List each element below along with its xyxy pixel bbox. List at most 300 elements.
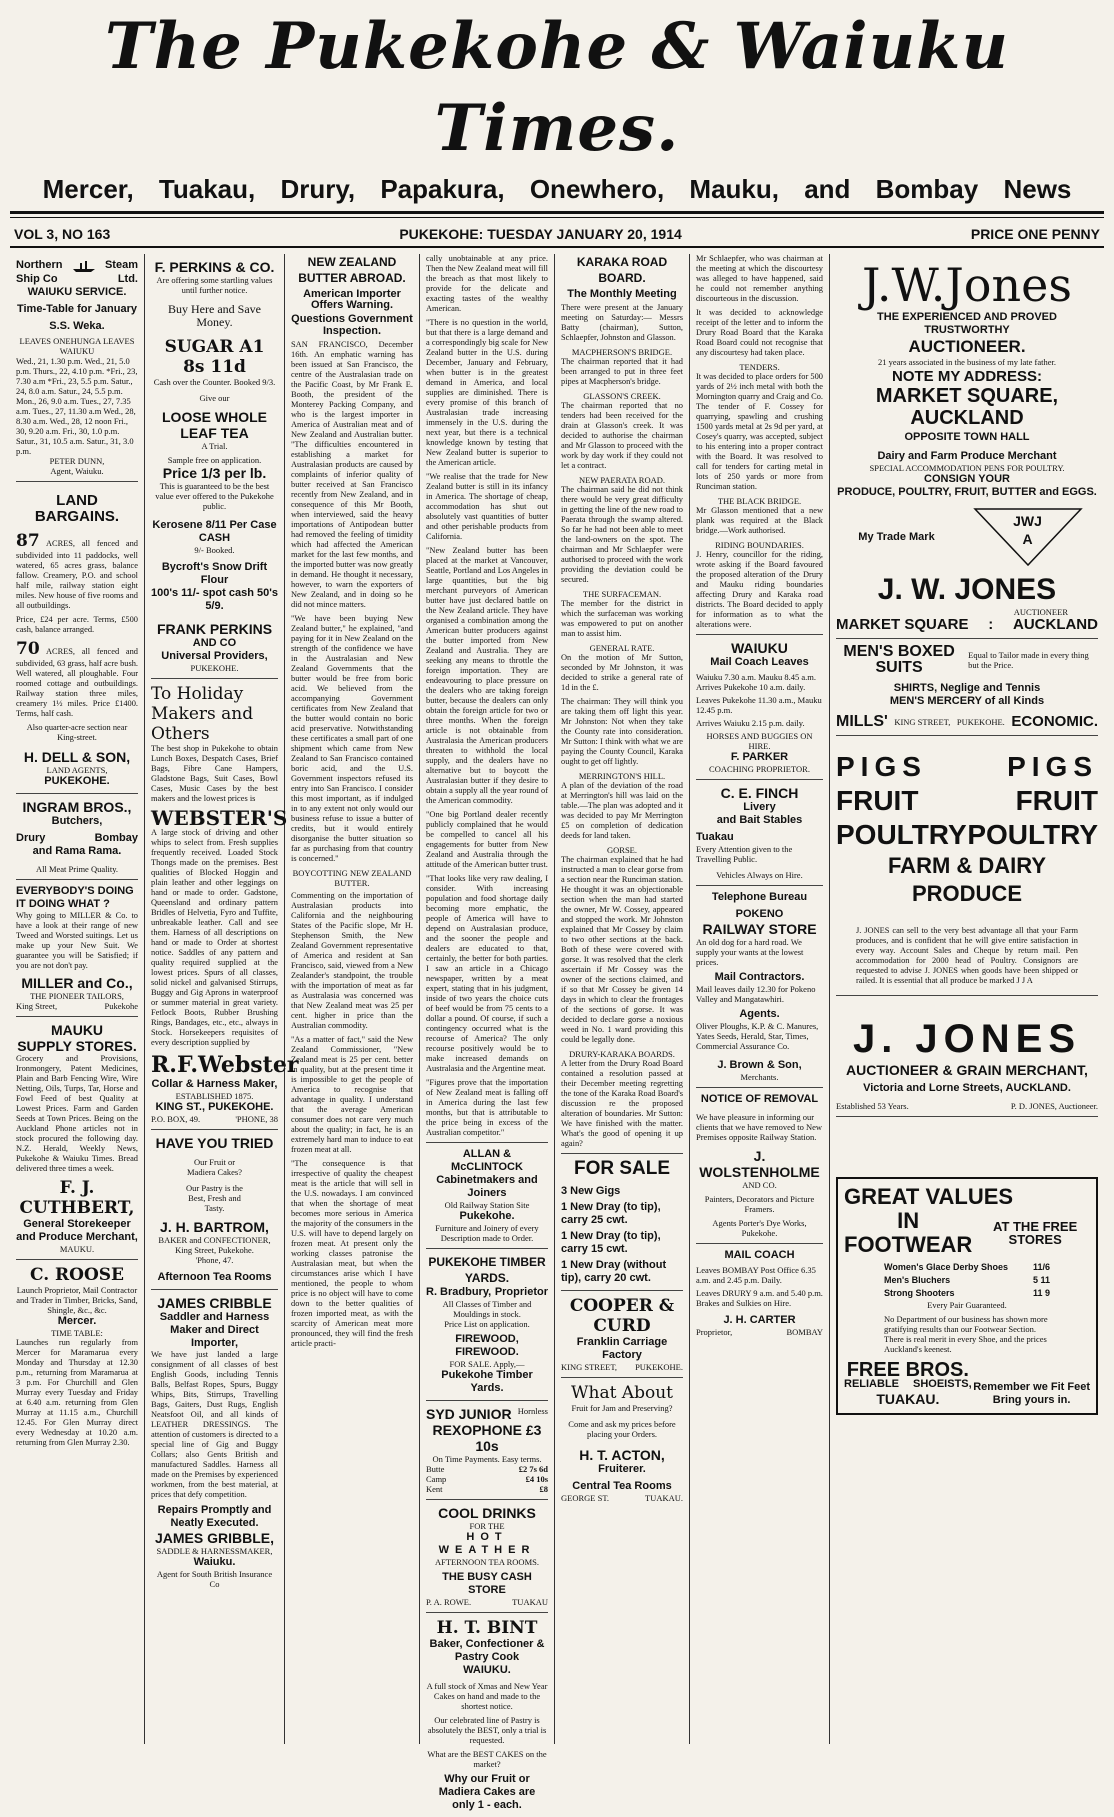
jones-text: J. JONES can sell to the very best advantage all that your Farm produces, and is confident that he will give entire satisfaction in every way. Account Sales and Cheque by return mail. Pen accommodation for 2000 head of Poultry. Consignors are requested to advise J. JONES when goods have been shipped or railed. It is essential that all produce be marked J J A (856, 926, 1078, 985)
karaka-text-3: The chairman reported that no tenders had been received for the drain at Glasson's creek. It was decided to authorise the chairman and Mr Glasson to proceed with the work by day work if they could not let a contract. (561, 401, 683, 471)
gribble-town: Waiuku. (193, 1556, 236, 1568)
tea-heading: LOOSE WHOLE LEAF TEA (162, 409, 267, 441)
surface-heading: THE SURFACEMAN. (582, 589, 662, 600)
pigs-right: PIGS (1007, 751, 1098, 782)
sale-4: 1 New Dray (without tip), carry 20 cwt. (561, 1259, 667, 1285)
bint-town: WAIUKU. (463, 1664, 511, 1676)
land1-text: ACRES, all fenced and subdivided into 11 paddocks, well watered, 65 acres grass, balance fallow. Creamery, P.O. and school half mile, railway station eight miles. New house of five rooms and all outbuildings. (16, 539, 138, 610)
mills-name: MILLS' (836, 713, 888, 730)
bartrom-name: J. H. BARTROM, (160, 1219, 269, 1235)
ingram-b: Bombay (94, 832, 138, 844)
shoeists: SHOEISTS, (913, 1378, 972, 1390)
mercer-text: Launches run regularly from Mercer for Maramarua every Monday and Thursday at 12.30 p.m., returning from Maramarua at 3 p.m. For Churchill and Glen Murray every Tuesday and Friday at 6.40 a.m. returning from Glen Murray at 11.15 a.m., Churchill 12.45. For Glen Murray direct every Wednesday at 10.20 a.m. returning from Glen Murray 2.30. (16, 1338, 138, 1447)
karaka-cont-4: Mr Glasson mentioned that a new plank was required at the Black bridge.—Work authorised. (696, 506, 823, 535)
bint-role: Baker, Confectioner & Pastry Cook (429, 1638, 545, 1663)
mills-town: PUKEKOHE. (956, 717, 1005, 727)
jones-years: 21 years associated in the business of my late father. (878, 357, 1056, 367)
miller-name: MILLER and Co., (21, 975, 133, 991)
busy-owner: P. A. ROWE. (426, 1597, 472, 1607)
riding-heading: RIDING BOUNDARIES. (715, 540, 804, 550)
cribble-text: We have just landed a large consignment of all classes of best English Goods, including Tennis Balls, Belfast Ropes, Spurs, Buggy Whips, Bits, Stirrups, Travelling Bags, Gaiters, Dust Rugs, English Neatsfoot Oil, and all kinds of LEATHER DRESSINGS. The attention of customers is directed to a special line of Gig and Buggy Collars; also Gents British and manufactured Saddles. Harness all made on the Premises by experienced workmen, from the best material, at prices that defy competition. (151, 1350, 278, 1499)
great-values: GREAT VALUES (844, 1184, 1014, 1209)
roose-name: C. ROOSE (29, 1265, 125, 1285)
steam-c: Ship Co (16, 273, 58, 285)
ingram-role: Butchers, (51, 815, 103, 827)
est-years: Established 53 Years. (836, 1101, 909, 1111)
mauku-text: Grocery and Provisions, Ironmongery, Patent Medicines, Plain and Barb Fencing Wire, Wire Netting, Oils, Turps, Tar, Horse and Fowl Feed of best Quality at Lowest Prices. Farm and Garden Seeds at Town Prices. Being on the Auckland Phone articles not in stock procured the following day. N.Z. Herald, Weekly News, Pukekohe & Waiuku Times. Bread delivered three times a week. (16, 1054, 138, 1173)
ad-timber (426, 1249, 548, 1401)
acton-role: Fruiterer. (598, 1463, 646, 1476)
bint-name: H. T. BINT (436, 1618, 538, 1638)
waiuku-heading: WAIUKU (731, 640, 788, 656)
trade-mark-label: My Trade Mark (858, 530, 935, 543)
miller-text: Why going to MILLER & Co. to have a look at their range of new Tweed and Worsted suitings. Let us make up your New Suit. We guarantee you will be Satisfied; if you are not don't pay. (16, 911, 138, 970)
mauku-sub: SUPPLY STORES. (17, 1038, 137, 1054)
jones-auckland: AUCKLAND (1012, 616, 1098, 633)
agents-heading: Agents. (739, 1008, 780, 1020)
butter-text-4: "As a matter of fact," said the New Zealand Commissioner, "New Zealand meat is 25 per cent. better in quality, but at the present time it is impossible to get the people of America to recognise that advantage in quality. I understand that the average American consumer does not care very much about the quality; in fact, he is an extremely hard man to induce to eat frozen meat at all. (291, 1034, 413, 1154)
bint-text2: Our celebrated line of Pastry is absolutely the BEST, only a trial is requested. (427, 1715, 547, 1745)
sale-1: 3 New Gigs (561, 1185, 621, 1198)
mills-economic: ECONOMIC. (1011, 713, 1098, 730)
tried-2: Madiera Cakes? (187, 1167, 242, 1177)
miller-sub: THE PIONEER TAILORS, (30, 991, 124, 1001)
parker-name: F. PARKER (730, 751, 789, 763)
shoe2-name: Men's Bluchers (884, 1275, 951, 1285)
drury-heading: DRURY-KARAKA BOARDS. (569, 1049, 675, 1060)
ad-pigs-fruit (836, 736, 1098, 996)
rex2-price: £4 10s (525, 1474, 548, 1484)
column-6 (690, 254, 830, 1744)
jones-dairy: Dairy and Farm Produce Merchant (877, 450, 1057, 462)
rf-box: P.O. BOX, 49. (151, 1114, 201, 1124)
ad-cool-drinks (426, 1500, 548, 1613)
column-3 (285, 254, 420, 1744)
coach-3: Arrives Waiuku 2.15 p.m. daily. (696, 718, 805, 728)
reliable: RELIABLE (844, 1378, 899, 1390)
dell-town: PUKEKOHE. (44, 775, 110, 787)
jones-title: J.W.Jones (862, 258, 1072, 312)
cribble-name: JAMES CRIBBLE (157, 1295, 272, 1311)
frank-name: FRANK PERKINS (156, 621, 273, 637)
carter-town: BOMBAY (786, 1327, 823, 1337)
land1-price: Price, £24 per acre. Terms, £500 cash, balance arranged. (16, 615, 138, 634)
tea-price: Price 1/3 per lb. (162, 465, 267, 481)
shoe1-price: 11/6 (1032, 1262, 1050, 1272)
paerata-heading: NEW PAERATA ROAD. (579, 475, 665, 486)
steam-a: Northern (16, 259, 63, 271)
tried-3: Our Pastry is the (186, 1183, 243, 1193)
karaka-heading: KARAKA ROAD BOARD. (576, 255, 668, 285)
land3-text: Also quarter-acre section near King-street. (26, 723, 128, 742)
brown-role: Merchants. (740, 1072, 779, 1082)
timber-text: All Classes of Timber and Mouldings in stock. (442, 1299, 532, 1319)
ship-name: S.S. Weka. (49, 320, 105, 332)
coach-1: Waiuku 7.30 a.m. Mauku 8.45 a.m. Arrives Pukekohe 10 a.m. daily. (696, 672, 816, 692)
ad-mills (836, 639, 1098, 736)
column-5 (555, 254, 690, 1744)
ad-finch (696, 780, 823, 886)
karaka-text-9: The chairman explained that he had instructed a man to clear gorse from a section near the Runciman station. He thought it was an objectionable section when the man had started the owner, Mr W. Cossey, appeared and stopped the work. Mr Johnston explained that Mr Cossey by claim to two other sections at the back. Both of these were covered with gorse. It was resolved that the clerk ascertain if Mr Cossey was the owner of the sections claimed, and if so that Mr Cossey be given 14 days in which to clear the frontages of the sections of gorse. It was decided to declare gorse a noxious weed in No. 1 ward providing this could be legally done. (561, 855, 683, 1045)
ad-perkins (151, 254, 278, 679)
pokeno: POKENO (735, 908, 784, 920)
finch-attention: Every Attention given to the Travelling Public. (696, 844, 793, 864)
butter-sub: American Importer Offers Warning. (303, 288, 401, 312)
masthead (10, 0, 1104, 205)
mauku-heading: MAUKU (50, 1022, 104, 1038)
gorse-heading: GORSE. (607, 845, 637, 856)
wolst-agents: Agents Porter's Dye Works, Pukekohe. (712, 1218, 807, 1238)
jones-exp: THE EXPERIENCED AND PROVED TRUSTWORTHY (877, 311, 1057, 336)
karaka-sub: The Monthly Meeting (567, 288, 677, 300)
butter-text-1: SAN FRANCISCO, December 16th. An emphatic warning has been issued at San Francisco, the centre of the Australasian trade on the Pacific Coast, by Mr Frank E. Booth, the president of the Monterey Packing Company, and who is the largest importer in America of Australian meat and of New Zealand and Australian butter. "The difficulties encountered in establishing a market for Australasian products are caused by complaints of inferior quality of butter received at San Francisco recently from New Zealand, and in consequence of this Mr Booth, when interviewed, said the heavy importations of Antipodean butter had removed the feeling of timidity which had affected the American market for the last few months, and the imported butter was now greatly in demand. He thought it necessary, however, to warn the exporters of New Zealand, and in doing so he did not mince matters. (291, 339, 413, 609)
newspaper-title: The Pukekohe & Waiuku Times. (105, 9, 1009, 166)
land1-number: 87 (16, 531, 40, 551)
cool-tea: AFTERNOON TEA ROOMS. (435, 1557, 539, 1567)
mc-2: Leaves DRURY 9 a.m. and 5.40 p.m. Brakes and Sulkies on Hire. (696, 1288, 823, 1308)
miller-addr-b: Pukekohe (104, 1001, 138, 1011)
syd-hornless: Hornless (517, 1406, 548, 1416)
ad-cribble (151, 1290, 278, 1594)
finch-stables: and Bait Stables (716, 814, 803, 826)
service-title: WAIUKU SERVICE. (27, 286, 127, 298)
kerosene-booked: 9/- Booked. (194, 545, 235, 555)
free-tuakau: TUAKAU. (876, 1391, 940, 1407)
perkins-name: F. PERKINS & CO. (154, 259, 275, 275)
columns (10, 254, 1104, 1811)
mc-1: Leaves BOMBAY Post Office 6.35 a.m. and 2.45 p.m. Daily. (696, 1265, 816, 1285)
mc-heading: MAIL COACH (724, 1249, 795, 1261)
butter-text-3: Commenting on the importation of Australasian products into California and the neighbouring States of the Pacific slope, Mr H. Stephenson Smith, the New Zealand Government representative of America and resident at San Francisco, said, viewed from a New Zealander's standpoint, the trouble with the importation of meat as far as Australasia was concerned was that New Zealand meat was 25 per cent. higher in price than the Australian commodity. (291, 890, 413, 1030)
mail-text: Mail leaves daily 12.30 for Pokeno Valley and Mangatawhiri. (696, 984, 816, 1004)
rex3-name: Kent (426, 1484, 443, 1494)
cool-weather: HOT WEATHER (438, 1531, 536, 1556)
miller-addr-a: King Street, (16, 1001, 58, 1011)
timber-name: R. Bradbury, (426, 1286, 492, 1298)
acton-name: H. T. ACTON, (579, 1447, 665, 1464)
finch-name: C. E. FINCH (720, 785, 799, 801)
ingram-quality: All Meat Prime Quality. (35, 864, 119, 874)
tenders-heading: TENDERS. (739, 362, 780, 372)
butter-text-2: "We have been buying New Zealand butter," he explained, "and paying for it in New Zealand on the strength of the confidence we have in the Australasian and New Zealand Governments that the butter would be free from boric acid. We believed from the accompanying Government certificates from New Zealand that the butter would contain no boric acid preservative. Notwithstanding these certificates a small part of one shipment which came from New Zealand to San Francisco contained boric acid, and the U.S. Government inspectors refused its entry into San Francisco. I consider this most important, as if indulged in to any extent not only would our business refuse to issue a butter of credits, but it would entirely disorganise the butter situation so far as purchasing from that country is concerned." (291, 613, 413, 863)
wolst-role: Painters, Decorators and Picture Framers. (704, 1194, 815, 1214)
rex1-price: £2 7s 6d (518, 1464, 548, 1474)
flour-price: 100's 11/- spot cash 50's 5/9. (151, 587, 278, 612)
shoe1-name: Women's Glace Derby Shoes (884, 1262, 1009, 1272)
ad-allan (426, 1142, 548, 1249)
cuthbert-role: General Storekeeper and Produce Merchant, (16, 1218, 138, 1243)
busy-town: TUAKAU (512, 1597, 548, 1607)
article-cont-5: "One big Portland dealer recently publicly complained that he would be compelled to cancel all his engagements for butter from New Zealand and Australia through the attitude of the American butter trust. (426, 810, 548, 869)
cooper-name: COOPER & CURD (569, 1296, 675, 1337)
black-heading: THE BLACK BRIDGE. (717, 496, 802, 506)
ship-icon (72, 259, 96, 273)
rex2-name: Camp (426, 1474, 447, 1484)
sugar-price: SUGAR A1 8s 11d (164, 337, 265, 377)
karaka-cont-2: It was decided to acknowledge receipt of the letter and to inform the Drury Road Board that the Karaka Road Board could not recognise that any discourtesy had taken place. (696, 308, 823, 357)
mac-heading: MACPHERSON'S BRIDGE. (571, 347, 673, 358)
cooper-role: Franklin Carriage Factory (576, 1336, 668, 1362)
steam-b: Steam (104, 259, 138, 271)
victoria-st: Victoria and Lorne Streets, AUCKLAND. (863, 1082, 1071, 1094)
ad-mauku-stores (16, 1017, 138, 1260)
firewood-sale: FOR SALE. Apply,— (449, 1359, 525, 1369)
jones-note: NOTE MY ADDRESS: (891, 368, 1042, 385)
karaka-cont-3: It was decided to place orders for 500 yards of 2½ inch metal with both the Mornington quarry and Craig and Co. The tender of F. Cossey for quarrying, spawling and crushing 1500 yards metal at 2s 9d per yard, at Cosey's quarry, was accepted, subject to his entering into a proper contract with the Board. It was resolved to call for tenders for carting metal in lots of 250 yards or more from Runciman station. (696, 372, 823, 491)
websters-name: WEBSTER'S (151, 806, 288, 830)
miller-heading: EVERYBODY'S DOING IT DOING WHAT ? (16, 885, 134, 910)
frank-town: PUKEKOHE. (190, 663, 239, 673)
websters-text: A large stock of driving and other whips to select from. Fresh supplies frequently received. Loaded Stock Thongs made on the premises. Best qualities of Blocked Hoggin and plain leather and other leggings on hand or made to order. Gadstone, Queensland and ordinary pattern Bridles of Helvetia, Fyro and Tuffite, unbreakable leather. Call and see them. Harness of all descriptions on hand or made to Order at shortest notice. Saddles of any pattern and quality required supplied at the lowest prices. Spurs of all classes, solid nickel and galvanised Stirrups, Buggy and Gig Aprons in waterproof or summer material in great variety. Fetlock Boots, Rubber Brushing Rings, Bandages, etc., etc., always in Stock. Horsekeepers requisites of every description supplied by (151, 828, 278, 1047)
poultry-left: POULTRY (836, 819, 967, 850)
masthead-rule (10, 211, 1104, 214)
bring: Bring yours in. (992, 1394, 1071, 1406)
railway-text: An old dog for a hard road. We supply your wants at the lowest prices. (696, 937, 804, 967)
mills-street: KING STREET, (894, 717, 951, 727)
jjones-name: J. JONES (852, 1017, 1082, 1061)
bartrom-addr: King Street, Pukekohe. (175, 1245, 254, 1255)
column-7 (830, 254, 1104, 1744)
merr-heading: MERRINGTON'S HILL. (578, 771, 666, 782)
rex1-name: Butte (426, 1464, 445, 1474)
karaka-text-8: A plan of the deviation of the road at Merrington's hill was laid on the table.—The plan was adopted and it was decided to pay Mr Merrington £5 on completion of dedication deeds for land taken. (561, 781, 683, 841)
ad-acton (561, 1378, 683, 1508)
bint-text3: What are the BEST CAKES on the market? (427, 1749, 547, 1769)
karaka-text-1: There were present at the January meeting on Saturday:— Messrs Batty (chairman), Sutton, Schlaepfer, Johnston and Glasson. (561, 303, 683, 343)
tea-sample: Sample free on application. (167, 455, 262, 465)
roose-text: Launch Proprietor, Mail Contractor and Trader in Timber, Bricks, Sand, Shingle, &c., &c. (16, 1285, 138, 1315)
agents-text: Oliver Ploughs, K.P. & C. Manures, Yates Seeds, Herald, Star, Times, Commercial Assurance Co. (696, 1021, 819, 1051)
ad-ingram (16, 794, 138, 880)
cooper-street: KING STREET, (561, 1362, 618, 1373)
fruit-right: FRUIT (1015, 785, 1098, 816)
ad-removal (696, 1088, 823, 1244)
karaka-text-6: On the motion of Mr Sutton, seconded by Mr Johnston, it was decided to strike a general rate of 1d in the £. (561, 653, 683, 693)
gribble-agent: Agent for South British Insurance Co (156, 1569, 273, 1589)
rf-phone: 'PHONE, 38 (235, 1114, 278, 1124)
bartrom-phone: 'Phone, 47. (195, 1255, 234, 1265)
butter-sub2: Questions Government Inspection. (291, 313, 413, 337)
frank-co: AND CO (192, 637, 237, 649)
ad-land-bargains (16, 482, 138, 794)
acton-tea: Central Tea Rooms (572, 1480, 672, 1493)
what-prices: Come and ask my prices before placing your Orders. (568, 1419, 676, 1440)
suits-text: Equal to Tailor made in every thing but the Price. (968, 650, 1089, 670)
ingram-c: and Rama Rama. (32, 845, 122, 857)
ad-p-d-jones (836, 996, 1098, 1117)
holiday-text: The best shop in Pukekohe to obtain Lunch Boxes, Despatch Cases, Brief Bags, Fibre Cane Hampers, Gladstone Bags, Suit Cases, Bowl Cases, Music Cases by the best makers and the lowest prices is (151, 744, 278, 803)
karaka-text-7: The chairman: They will think you are taking them off light this year. Mr Johnston: Not when they take the County rate into consideration. Mr Sutton: I think with what we are paying the County Council, Karaka ought to get off lightly. (561, 697, 683, 767)
wolst-name: J. WOLSTENHOLME (699, 1148, 820, 1180)
butter-text-5: "The consequence is that irrespective of quality the cheapest meat is the article that will sell in the U.S. nowadays. I am convinced that when the shortage of meat becomes more serious in America the majority of the consumers in the U.S. will have to depend largely on frozen meat. At present only the working classes patronise the Australasian meat, but when the circumstances arise which I have mentioned, the people to whom price is no object will have to come down to the better qualities of frozen imported meat, as with the scarcity of American meat more pronounced, they will find the fresh article practi- (291, 1158, 413, 1348)
coach-4: HORSES AND BUGGIES ON HIRE. (706, 731, 813, 751)
rf-sub: Collar & Harness Maker, (151, 1078, 278, 1090)
article-cont-1: cally unobtainable at any price. Then the New Zealand meat will fill the breach as that most likely to provide for the delicate and exacting tastes of the wealthy American. (426, 254, 548, 313)
jones-address: MARKET SQUARE, AUCKLAND (875, 385, 1059, 429)
ad-jw-jones (836, 254, 1098, 639)
shoe-guarantee: Every Pair Guaranteed. (927, 1300, 1007, 1310)
sale-3: 1 New Dray (to tip), carry 15 cwt. (561, 1230, 661, 1256)
cooper-town: PUKEKOHE. (635, 1362, 683, 1373)
ad-miller (16, 880, 138, 1017)
ad-waiuku-coach (696, 634, 823, 780)
shoe2-price: 5 11 (1032, 1275, 1050, 1285)
pd-jones: P. D. JONES, Auctioneer. (1010, 1101, 1098, 1111)
karaka-text-4: The chairman said he did not think there would be very great difficulty in getting the line of the new road to Paerata through the swamp altered. So far he had not been able to meet the land-owners on the spot. The chairman and Mr Schlaepfer were authorised to proceed with the work providing the deviation could be secured. (561, 485, 683, 585)
article-cont-4: "New Zealand butter has been placed at the market at Vancouver, Seattle, Portland and Los Angeles in large quantities, but the big merchant purveyors of American butter have just declared battle on the New Zealand article. They have organised a combination among the American butter producers against the butter imported from New Zealand and Australia. They are seeking any means to throttle the foreign importation. They are endeavouring to place pressure on the dealers who are taking foreign butter, because the dealers can only obtain the foreign article for two or three months. When the foreign article is not obtainable from Australasia the American producers threaten to withhold the local supply, and the dealers have no alternative but to boycott the Australasian butter if they desire to obtain a supply all the year round of the American commodity. (426, 546, 548, 805)
tried-heading: HAVE YOU TRIED (155, 1135, 274, 1151)
carter-name: J. H. CARTER (723, 1314, 796, 1326)
coach-2: Leaves Pukekohe 11.30 a.m., Mauku 12.45 p.m. (696, 695, 822, 715)
jones-colon: : (988, 616, 994, 633)
rf-est: ESTABLISHED 1875. (175, 1091, 254, 1101)
timber-price: Price List on application. (444, 1319, 530, 1329)
ad-mail-coach (696, 1244, 823, 1342)
holiday-heading: To Holiday Makers and Others (151, 684, 254, 744)
remember: Remember we Fit Feet (973, 1381, 1090, 1393)
jones-consign: CONSIGN YOUR (924, 473, 1010, 485)
rexophone: REXOPHONE £3 10s (432, 1422, 542, 1454)
land-heading: LAND BARGAINS. (34, 492, 120, 525)
issue-price: PRICE ONE PENNY (970, 226, 1100, 242)
removal-heading: NOTICE OF REMOVAL (700, 1093, 819, 1105)
allan-text: Furniture and Joinery of every Description made to Order. (435, 1223, 539, 1243)
rex3-price: £8 (539, 1484, 548, 1494)
ingram-name: INGRAM BROS., (22, 799, 132, 815)
tried-5: Tasty. (204, 1203, 225, 1213)
shoe3-price: 11 9 (1032, 1288, 1050, 1298)
land2-number: 70 (16, 639, 40, 659)
brown-name: J. Brown & Son, (717, 1059, 802, 1071)
bint-text4: Why our Fruit or Madiera Cakes are only 1 - each. (438, 1773, 536, 1811)
tried-1: Our Fruit or (193, 1157, 236, 1167)
karaka-text-2: The chairman reported that it had been arranged to put in three feet pipes at Macpherson's bridge. (561, 357, 683, 387)
jones-market: MARKET SQUARE (836, 616, 969, 633)
frank-role: Universal Providers, (161, 650, 268, 662)
article-cont-3: "We realise that the trade for New Zealand butter is still in its infancy in America. The shortage of cheap, accommodation has shut out absolutely vast quantities of butter and other perishable products from California. (426, 472, 548, 541)
wolst-co: AND CO. (742, 1180, 777, 1190)
dateline (10, 218, 1104, 248)
timber-role: Proprietor (494, 1286, 548, 1298)
bureau: Telephone Bureau (711, 891, 808, 903)
dell-name: H. DELL & SON, (23, 749, 131, 765)
mercery: MEN'S MERCERY of all Kinds (889, 695, 1045, 707)
boycott-heading: BOYCOTTING NEW ZEALAND BUTTER. (292, 867, 412, 888)
sale-2: 1 New Dray (to tip), carry 25 cwt. (561, 1201, 661, 1227)
fruit-left: FRUIT (836, 785, 919, 816)
acton-street: GEORGE ST. (561, 1493, 610, 1504)
gribble-role: SADDLE & HARNESSMAKER, (156, 1546, 273, 1556)
pigs-left: PIGS (836, 751, 927, 782)
rf-addr: KING ST., PUKEKOHE. (155, 1101, 274, 1113)
jones-opposite: OPPOSITE TOWN HALL (904, 431, 1030, 443)
poultry-right: POULTRY (967, 819, 1098, 850)
trade-mark-a: A (1022, 531, 1033, 547)
trade-mark-jwj: JWJ (1013, 513, 1042, 529)
carter-role: Proprietor, (696, 1327, 733, 1337)
ad-free-bros (836, 1177, 1098, 1415)
finch-vehicles: Vehicles Always on Hire. (716, 870, 803, 880)
karaka-text-10: A letter from the Drury Road Board contained a resolution passed at their December meeting regretting the tone of the Karaka Road Board's discussion re the proposed alteration of boundaries. Mr Sutton: We have finished with the matter. What's the good of opening it up again? (561, 1059, 683, 1149)
finch-tuakau: Tuakau (696, 831, 734, 843)
ad-steamship (16, 254, 138, 482)
allan-town: Pukekohe. (459, 1210, 515, 1222)
repairs: Repairs Promptly and Neatly Executed. (157, 1504, 272, 1529)
jones-name-2: J. W. JONES (877, 573, 1057, 606)
bint-text1: A full stock of Xmas and New Year Cakes on hand and made to the shortest notice. (426, 1681, 548, 1711)
ingram-a: Drury (16, 832, 46, 844)
issue-date: PUKEKOHE: TUESDAY JANUARY 20, 1914 (399, 226, 682, 242)
what-about: What About (571, 1383, 673, 1404)
rf-webster: R.F.Webster (151, 1052, 299, 1078)
column-2 (145, 254, 299, 1744)
ad-cooper (561, 1291, 683, 1378)
coach-heading: Mail Coach Leaves (710, 656, 809, 668)
busy-store: THE BUSY CASH STORE (442, 1571, 532, 1596)
ad-rexophone (426, 1401, 548, 1500)
rate-heading: GENERAL RATE. (589, 643, 655, 654)
article-cont-6: "That looks like very raw dealing, I consider. With increasing population and food shortage daily becoming more emphatic, the people of America will have to depend on Australasian produce, and the sooner the people and dealers are educated to that, certainly, the better for both parties. I saw an article in a Chicago newspaper, written by a meat expert, stating that in his judgment, inside of two years the choice cuts of beef would be from 75 cents to a dollar a pound. Of course, if such a contingency occurred what is the recourse of America? The only recourse positively would be to make increased demands on Australasia and the Argentine meat. (426, 874, 548, 1073)
what-fruit: Fruit for Jam and Preserving? (571, 1403, 673, 1414)
railway-store: RAILWAY STORE (702, 921, 817, 937)
sugar-note: Cash over the Counter. Booked 9/3. (153, 377, 276, 387)
dell-role: LAND AGENTS, (46, 765, 108, 775)
tea-trial: A Trial. (201, 441, 228, 451)
shirts: SHIRTS, Neglige and Tennis (893, 682, 1041, 694)
firewood: FIREWOOD, FIREWOOD. (455, 1333, 519, 1358)
finch-livery: Livery (743, 801, 776, 813)
karaka-cont-5: J. Henry, councillor for the riding, wrote asking if the Board favoured the proposed alteration of the Drury and Mauku riding boundaries affecting Drury and Karaka road districts. The Board decided to apply for information as to what the alterations were. (696, 550, 823, 629)
ad-roose (16, 1260, 138, 1457)
jones-special: SPECIAL ACCOMMODATION PENS FOR POULTRY. (869, 463, 1065, 473)
allan-role: Cabinetmakers and Joiners (436, 1174, 538, 1199)
firewood-yard: Pukekohe Timber Yards. (441, 1369, 533, 1394)
timetable-title: Time-Table for January (16, 303, 138, 315)
syd-junior: SYD JUNIOR (426, 1406, 512, 1422)
tea-guarantee: This is guaranteed to be the best value ever offered to the Pukekohe public. (155, 481, 274, 511)
agent-title: Agent, Waiuku. (50, 466, 104, 476)
jones-auct-2: AUCTIONEER (1013, 607, 1068, 617)
butter-heading: NEW ZEALAND BUTTER ABROAD. (298, 255, 406, 285)
ad-pokeno (696, 886, 823, 1088)
ad-bartrom (151, 1130, 278, 1290)
flour: Bycroft's Snow Drift Flour (161, 561, 268, 586)
ad-for-sale (561, 1153, 683, 1291)
cool-for: FOR THE (469, 1521, 505, 1531)
timber-heading: PUKEKOHE TIMBER YARDS. (428, 1255, 546, 1285)
sale-heading: FOR SALE (573, 1158, 671, 1180)
shoe-dept: No Department of our business has shown more gratifying results than our Footwear Section. There is real merit in every Shoe, and the prices Auckland's keenest. (884, 1314, 1048, 1354)
allan-site: Old Railway Station Site (444, 1200, 530, 1210)
cool-drinks: COOL DRINKS (438, 1505, 536, 1521)
volume-number: VOL 3, NO 163 (14, 226, 111, 242)
perkins-buy: Buy Here and Save Money. (168, 302, 261, 329)
allan-name: ALLAN & McCLINTOCK (451, 1148, 523, 1173)
in-footwear: IN FOOTWEAR (844, 1208, 973, 1257)
suits-heading: MEN'S BOXED SUITS (843, 643, 955, 676)
mail-heading: Mail Contractors. (714, 971, 805, 983)
rex-terms: On Time Payments. Easy terms. (432, 1454, 542, 1464)
gribble-name: JAMES GRIBBLE, (154, 1530, 274, 1546)
ad-websters (151, 679, 299, 1130)
farm-produce: FARM & DAIRY PRODUCE (887, 853, 1047, 906)
kerosene: Kerosene 8/11 Per Case CASH (152, 519, 277, 544)
ad-bint (426, 1613, 548, 1817)
article-cont-7: "Figures prove that the importation of New Zealand meat is falling off in America during the last few months, but that is attributable to the price being in excess of the Australian competitor." (426, 1078, 548, 1137)
give-our: Give our (199, 393, 230, 403)
mercer-heading: Mercer. (57, 1315, 97, 1327)
jones-auct: AUCTIONEER. (908, 337, 1026, 356)
